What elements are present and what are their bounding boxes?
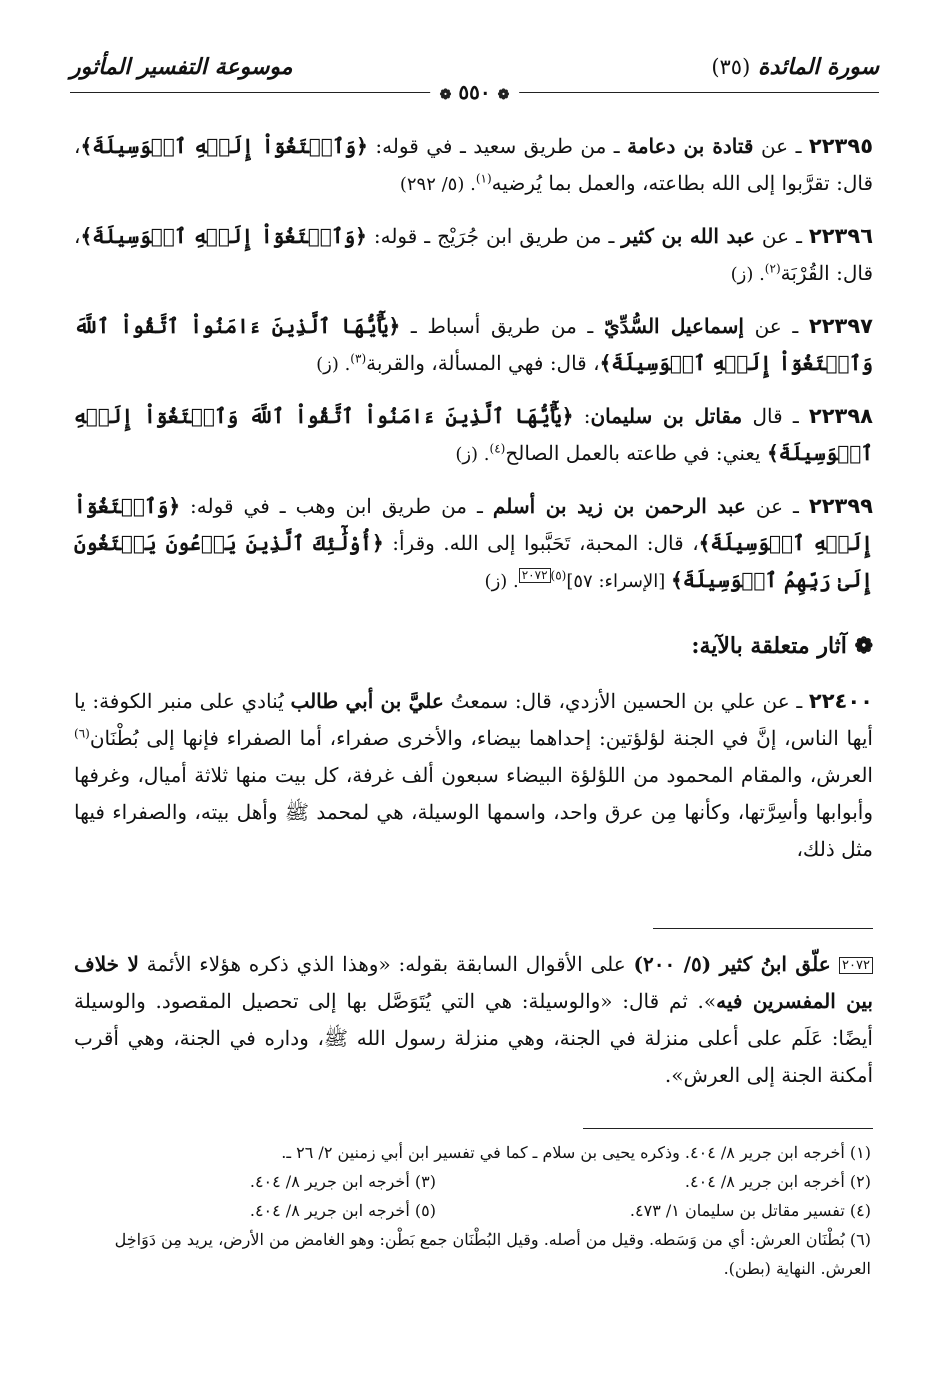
quran-verse: ﴿أُوْلَٰٓئِكَ ٱلَّذِينَ يَدۡعُونَ يَبۡتَغُونَ إِلَىٰ رَبِّهِمُ ٱلۡوَسِيلَةَ﴾ [74,531,873,592]
ornament-icon: ❁ [497,87,510,103]
footnote-1: (١) أخرجه ابن جرير ٨/ ٤٠٤. وذكره يحيى بن سلام ـ كما في تفسير ابن أبي زمنين ٢/ ٢٦ ـ. [281,1143,871,1162]
entry-text: ـ عن [743,314,809,338]
quran-verse: ﴿وَٱبۡتَغُوٓاْ إِلَيۡهِ ٱلۡوَسِيلَةَ﴾ [80,224,367,248]
entry-text: ، قال: المحبة، تَحَبَّبوا إلى الله. وقرأ: [383,531,699,555]
entry-22395 [74,128,873,203]
footnote-marker[interactable]: (٤) [489,441,506,456]
entry-22398 [74,398,873,473]
section-title-text: آثار متعلقة بالآية: [691,633,847,659]
footnote-separator [583,1128,873,1129]
footnote-marker[interactable]: (٦) [74,726,90,741]
footnote-row [80,1167,871,1196]
entry-text: ، قال: فهي المسألة، والقربة [366,351,600,375]
entry-text: يُنادي على منبر الكوفة: يا أيها الناس، إنَّ في الجنة لؤلؤتين: إحداهما بيضاء، والأخرى صفراء، أما الصفراء فإنها إلى بُطْنَان [74,689,873,750]
page-header [70,52,879,122]
footnotes [80,1138,871,1283]
flower-icon: ❁ [854,633,873,659]
source-ref: . (٥/ ٢٩٢) [399,174,476,195]
entry-number: ٢٢٣٩٧ [808,314,873,338]
entry-number: ٢٢٣٩٥ [808,134,874,158]
entry-number: ٢٢٤٠٠ [808,689,873,713]
quran-verse: ﴿وَٱبۡتَغُوٓاْ إِلَيۡهِ ٱلۡوَسِيلَةَ﴾ [80,134,368,158]
entry-number: ٢٢٣٩٨ [808,404,873,428]
narrator-name: قتادة بن دعامة [627,134,754,158]
quran-verse: ﴿يَٰٓأَيُّهَا ٱلَّذِينَ ءَامَنُواْ ٱتَّقُواْ ٱللَّهَ وَٱبۡتَغُوٓاْ إِلَيۡهِ ٱلۡوَسِيلَةَ﴾ [74,314,873,375]
entry-text: ـ عن [745,494,809,518]
entry-number: ٢٢٣٩٦ [808,224,874,248]
section-title [74,628,873,665]
narrator-name: إسماعيل السُّدِّيّ [603,314,744,338]
note-emphasis: لا خلاف بين المفسرين فيه [74,952,873,1013]
verse-reference: [الإسراء: ٥٧] [566,571,671,592]
footnote-marker[interactable]: (٢) [764,261,781,276]
commentary-note [74,946,873,1094]
entry-number: ٢٢٣٩٩ [808,494,873,518]
entry-22400 [74,683,873,868]
surah-title [711,54,879,80]
entry-text: ـ من طريق أسباط ـ [400,314,604,338]
narrator-name: مقاتل بن سليمان [590,404,743,428]
page-number: ٥٥٠ [458,80,491,104]
source-ref: . (ز) [455,444,490,465]
footnote-6: (٦) بُطْنَان العرش: أي من وَسَطه. وقيل من أصله. وقيل البُطْنَان جمع بَطْن: وهو الغامض من الأرض، يريد مِن دَوَاخِل العرش. النهاية (بطن). [114,1230,871,1278]
entry-text: ـ من طريق ابن وهب ـ في قوله: [180,494,493,518]
entry-text: ، قال: تقرَّبوا إلى الله بطاعته، والعمل بما يُرضيه [74,134,873,195]
source-ref: . (ز) [730,264,765,285]
quran-verse: ﴿يَٰٓأَيُّهَا ٱلَّذِينَ ءَامَنُواْ ٱتَّقُواْ ٱللَّهَ وَٱبۡتَغُوٓاْ إِلَيۡهِ ٱلۡوَسِيلَةَ﴾ [74,404,873,465]
entry-22397 [74,308,873,383]
footnote-3: (٣) أخرجه ابن جرير ٨/ ٤٠٤. [249,1172,436,1191]
entry-text: : [573,404,591,428]
footnote-marker[interactable]: (٣) [350,351,367,366]
narrator-name: عبد الله بن كثير [621,224,755,248]
footnote-2: (٢) أخرجه ابن جرير ٨/ ٤٠٤. [684,1172,871,1191]
entry-text: ـ عن [753,134,809,158]
surah-number: (٣٥) [711,55,751,79]
note-number-box: ٢٠٧٢ [839,957,873,974]
entry-text: العرش، والمقام المحمود من اللؤلؤة البيضاء سبعون ألف غرفة، كل بيت منها ثلاثة أميال، وغرفها وأبوابها وأسِرَّتها، وكأنها مِن عرق واحد، واسمها الوسيلة، هي لمحمد ﷺ وأهل بيته، والصفراء فيها مثل ذلك، [74,763,873,861]
entry-text: يعني: في طاعته بالعمل الصالح [505,441,767,465]
entry-text: ـ عن [754,224,809,248]
footnote-4: (٤) تفسير مقاتل بن سليمان ١/ ٤٧٣. [629,1201,871,1220]
ornament-icon: ❁ [439,87,452,103]
entry-text: ـ قال [742,404,809,428]
surah-name: سورة المائدة [757,54,879,80]
entry-text: ـ من طريق سعيد ـ في قوله: [367,134,628,158]
source-ref: . (ز) [484,571,519,592]
main-text [74,128,873,868]
entry-text: ، قال: القُرْبَة [74,224,873,285]
quran-verse: ﴿وَٱبۡتَغُوٓاْ إِلَيۡهِ ٱلۡوَسِيلَةَ﴾ [74,494,873,555]
narrator-name: عليَّ بن أبي طالب [290,689,444,713]
note-text: على الأقوال السابقة بقوله: «وهذا الذي ذكره هؤلاء الأئمة [138,952,634,976]
note-separator [653,928,873,929]
source-ref: . (ز) [316,354,351,375]
note-text: ». ثم قال: «والوسيلة: هي التي يُتَوَصَّل بها إلى تحصيل المقصود. والوسيلة أيضًا: عَلَم على أعلى منزلة في الجنة، وهي منزلة رسول الله ﷺ، وداره في الجنة، وهي أقرب أمكنة الجنة إلى العرش». [74,989,873,1087]
note-reference-box[interactable]: ٢٠٧٢ [519,568,551,583]
entry-22396 [74,218,873,293]
narrator-name: عبد الرحمن بن زيد بن أسلم [492,494,746,518]
footnote-marker[interactable]: (١) [475,171,492,186]
note-author: علّق ابنُ كثير (٥/ ٢٠٠) [633,952,840,976]
footnote-marker[interactable]: (٥) [550,568,567,583]
entry-text: ـ من طريق ابن جُرَيْج ـ قوله: [366,224,622,248]
book-title: موسوعة التفسير المأثور [70,54,293,80]
page-number-block [430,80,520,104]
footnote-row [80,1196,871,1225]
entry-text: ـ عن علي بن الحسين الأزدي، قال: سمعتُ [443,689,809,713]
entry-22399 [74,488,873,600]
footnote-5: (٥) أخرجه ابن جرير ٨/ ٤٠٤. [249,1201,436,1220]
